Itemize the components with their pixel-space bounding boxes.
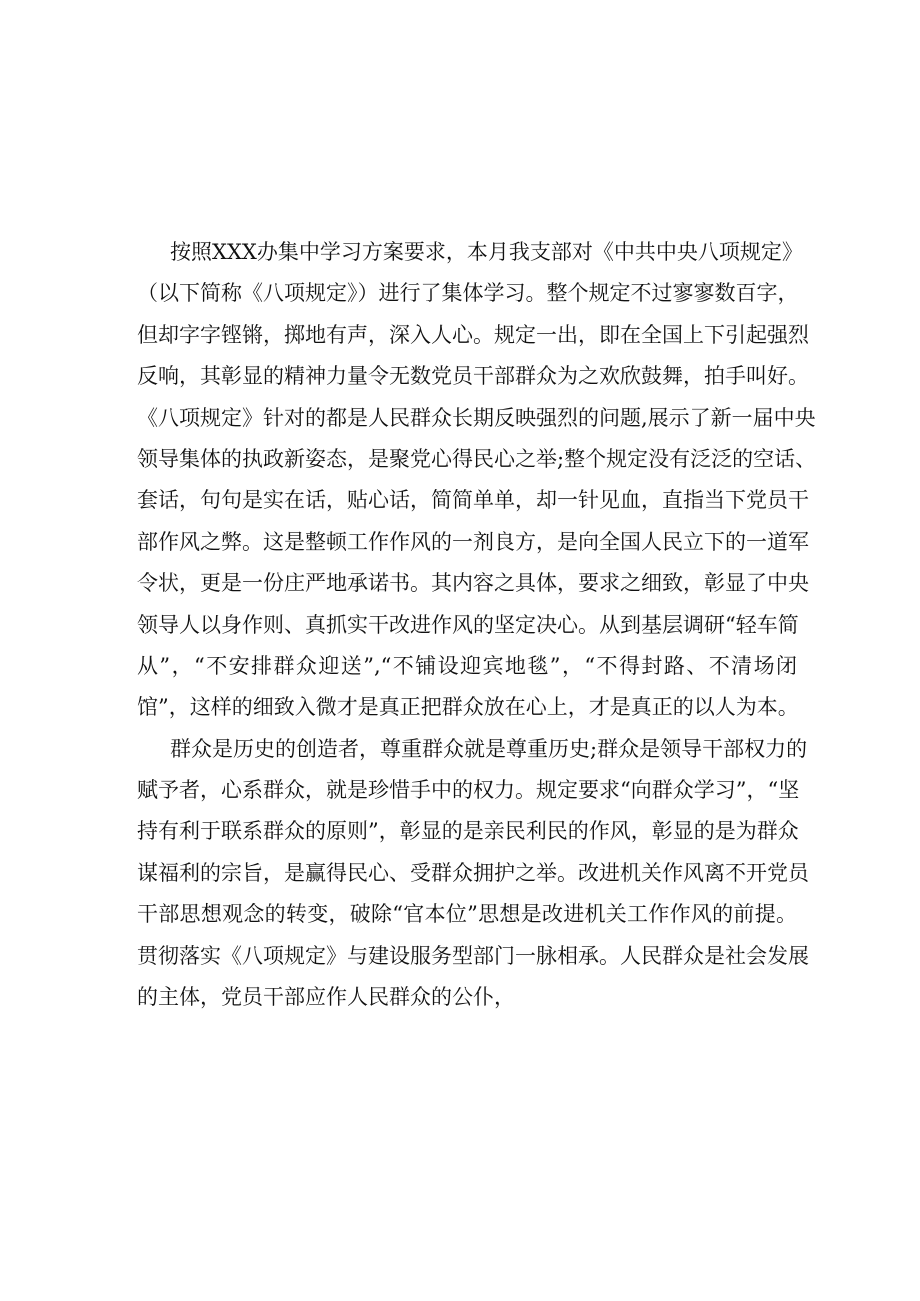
- paragraph-1: [137, 232, 817, 729]
- text-line: 谋福利的宗旨，是赢得民心、受群众拥护之举。改进机关作风离不开党员: [137, 860, 809, 885]
- text-line: 的主体，党员干部应作人民群众的公仆，: [137, 985, 515, 1010]
- document-body: [137, 232, 817, 1018]
- text-line: 领导集体的执政新姿态，是聚党心得民心之举;整个规定没有泛泛的空话、: [137, 446, 817, 471]
- text-line: 持有利于联系群众的原则”，彰显的是亲民利民的作风，彰显的是为群众: [137, 819, 799, 844]
- text-line: 贯彻落实《八项规定》与建设服务型部门一脉相承。人民群众是社会发展: [137, 943, 809, 968]
- text-line: 反响，其彰显的精神力量令无数党员干部群众为之欢欣鼓舞，拍手叫好。: [137, 364, 809, 389]
- text-line: 但却字字铿锵，掷地有声，深入人心。规定一出，即在全国上下引起强烈: [137, 322, 809, 347]
- text-line: 从”，“不安排群众迎送”,“不铺设迎宾地毯”，“不得封路、不清场闭: [137, 653, 797, 678]
- text-line: 按照XXX办集中学习方案要求，本月我支部对《中共中央八项规定》: [170, 240, 803, 264]
- text-line: 部作风之弊。这是整顿工作作风的一剂良方，是向全国人民立下的一道军: [137, 529, 809, 554]
- text-line: 套话，句句是实在话，贴心话，简简单单，却一针见血，直指当下党员干: [137, 488, 809, 513]
- paragraph-2: [137, 729, 809, 1019]
- text-line: 群众是历史的创造者，尊重群众就是尊重历史;群众是领导干部权力的: [170, 736, 808, 761]
- text-line: 令状，更是一份庄严地承诺书。其内容之具体，要求之细致，彰显了中央: [137, 571, 809, 596]
- text-line: （以下简称《八项规定》）进行了集体学习。整个规定不过寥寥数百字，: [137, 281, 799, 306]
- text-line: 馆”，这样的细致入微才是真正把群众放在心上，才是真正的以人为本。: [137, 695, 799, 720]
- text-line: 赋予者，心系群众，就是珍惜手中的权力。规定要求“向群众学习”，“坚: [137, 778, 800, 803]
- text-line: 领导人以身作则、真抓实干改进作风的坚定决心。从到基层调研“轻车简: [137, 612, 799, 637]
- text-line: 干部思想观念的转变，破除“官本位”思想是改进机关工作作风的前提。: [137, 902, 797, 927]
- text-line: 《八项规定》针对的都是人民群众长期反映强烈的问题,展示了新一届中央: [137, 405, 816, 430]
